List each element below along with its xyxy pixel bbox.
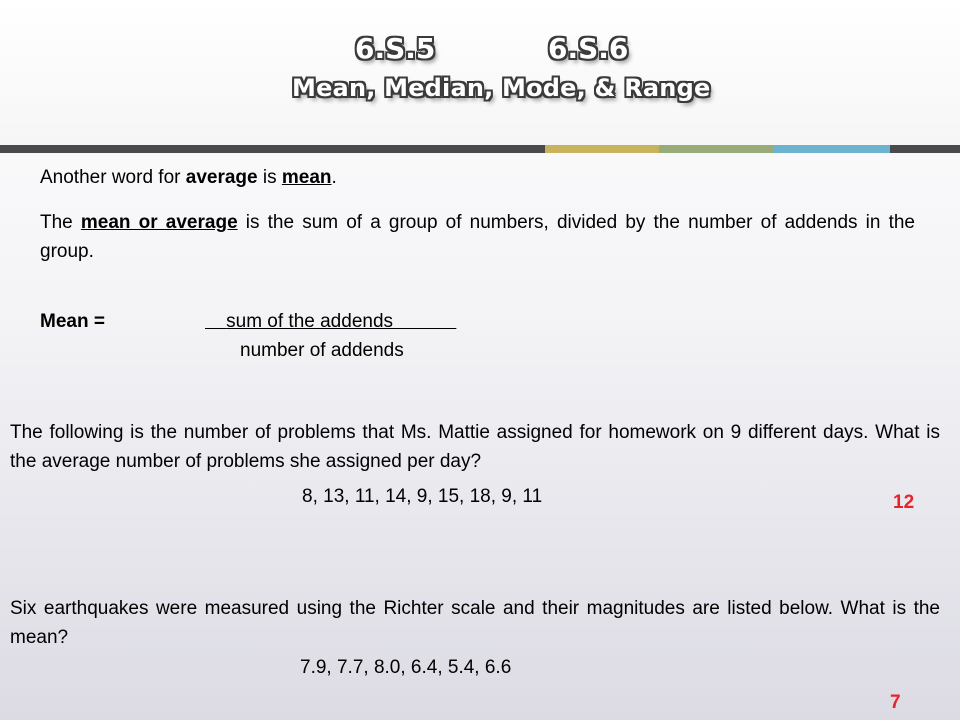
slide-title: Mean, Median, Mode, & Range <box>292 74 711 102</box>
problem-1-text: The following is the number of problems that Ms. Mattie assigned for homework on 9 different days. What is the average number of problems she assigned per day? <box>10 422 940 472</box>
accent-segment-blue <box>773 145 890 153</box>
average-definition-line <box>40 163 337 192</box>
def-rest-text: is the sum of a group of numbers, divided by the number of addends in the group. <box>40 212 915 262</box>
problem-1-answer: 12 <box>893 492 915 513</box>
accent-segment-dark-end <box>890 145 960 153</box>
def-underlined-term: mean or average <box>80 212 238 233</box>
formula-label: Mean = <box>40 311 105 332</box>
avg-end-text: . <box>331 167 337 188</box>
avg-pre-text: Another word for <box>40 167 186 188</box>
problem-1-data: 8, 13, 11, 14, 9, 15, 18, 9, 11 <box>302 486 543 507</box>
formula-denominator: number of addends <box>240 340 404 361</box>
numerator-text: sum of the addends <box>226 311 394 332</box>
accent-segment-green <box>659 145 773 153</box>
accent-segment-gold <box>545 145 659 153</box>
standard-code-2: 6.S.6 <box>548 32 629 65</box>
formula-numerator <box>205 307 456 336</box>
problem-2-data: 7.9, 7.7, 8.0, 6.4, 5.4, 6.6 <box>300 657 512 678</box>
standard-code-1: 6.S.5 <box>355 32 436 65</box>
accent-bar <box>0 145 960 153</box>
avg-bold-word: average <box>185 167 258 188</box>
mean-underlined-word: mean <box>281 167 332 188</box>
problem-2-answer: 7 <box>890 692 901 713</box>
mean-definition <box>40 208 915 266</box>
title-header <box>0 0 960 145</box>
avg-mid-text: is <box>257 167 282 188</box>
problem-2-text: Six earthquakes were measured using the Richter scale and their magnitudes are listed below. What is the mean? <box>10 598 940 648</box>
accent-segment-dark <box>0 145 545 153</box>
def-pre-text: The <box>40 212 81 233</box>
